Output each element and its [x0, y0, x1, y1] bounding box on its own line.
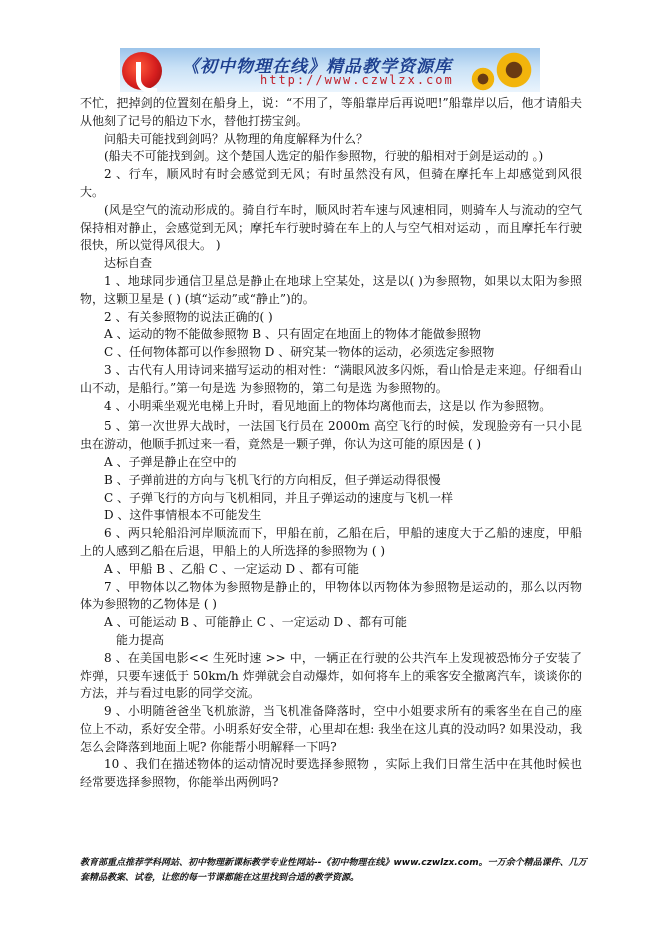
paragraph: 达标自查: [104, 256, 153, 271]
paragraph: (船夫不可能找到剑。这个楚国人选定的船作参照物，行驶的船相对于剑是运动的 。): [104, 149, 544, 164]
paragraph: 4 、小明乘坐观光电梯上升时，看见地面上的物体均离他而去，这是以 作为参照物。: [104, 398, 552, 413]
paragraph: 5 、第一次世界大战时，一法国飞行员在 2000m 高空飞行的时候，发现脸旁有一只小昆虫在游动，他顺手抓过来一看，竟然是一颗子弹，你认为这可能的原因是 ( ): [80, 419, 582, 452]
page-footer: 教育部重点推荐学科网站、初中物理新课标教学专业性网站--《初中物理在线》www.czwlzx.com。一万余个精品课件、几万套精品教案、试卷，让您的每一节课都能在这里找到合适的教学资源。: [80, 858, 587, 883]
paragraph: (风是空气的流动形成的。骑自行车时，顺风时若车速与风速相同，则骑车人与流动的空气保持相对静止，会感觉到无风；摩托车行驶时骑在车上的人与空气相对运动 ，而且摩托车行驶很快，所以觉得风很大。 ): [80, 202, 582, 253]
paragraph: A 、甲船 B 、乙船 C 、一定运动 D 、都有可能: [104, 561, 359, 576]
paragraph: 8 、在美国电影<< 生死时速 >> 中，一辆正在行驶的公共汽车上发现被恐怖分子安装了炸弹，只要车速低于 50km/h 炸弹就会自动爆炸，如何将车上的乘客安全撤离汽车，谈谈你的方法，并与看过电影的同学交流。: [80, 650, 582, 701]
paragraph: C 、任何物体都可以作参照物 D 、研究某一物体的运动，必须选定参照物: [104, 345, 495, 360]
paragraph: A 、可能运动 B 、可能静止 C 、一定运动 D 、都有可能: [104, 615, 407, 630]
banner-title: 《初中物理在线》精品教学资源库: [182, 57, 452, 77]
paragraph: 6 、两只轮船沿河岸顺流而下，甲船在前，乙船在后，甲船的速度大于乙船的速度，甲船上的人感到乙船在后退，甲船上的人所选择的参照物为 ( ): [80, 526, 582, 558]
paragraph: B 、子弹前进的方向与飞机飞行的方向相反，但子弹运动得很慢: [104, 472, 441, 487]
paragraph: A 、子弹是静止在空中的: [104, 454, 237, 469]
paragraph: 问船夫可能找到剑吗？从物理的角度解释为什么？: [104, 131, 369, 146]
paragraph: D 、这件事情根本不可能发生: [104, 508, 262, 523]
paragraph: 1 、地球同步通信卫星总是静止在地球上空某处，这是以( )为参照物，如果以太阳为参照物，这颗卫星是 ( ) (填“运动”或“静止”)的。: [80, 273, 582, 306]
logo-icon: [122, 52, 162, 90]
paragraph: 10 、我们在描述物体的运动情况时要选择参照物 ，实际上我们日常生活中在其他时候也经常要选择参照物，你能举出两例吗?: [80, 757, 582, 790]
document-body: [80, 95, 582, 792]
paragraph: C 、子弹飞行的方向与飞机相同，并且子弹运动的速度与飞机一样: [104, 490, 453, 505]
banner-url: http://www.czwlzx.com: [260, 73, 454, 87]
paragraph: 7 、甲物体以乙物体为参照物是静止的，甲物体以丙物体为参照物是运动的，那么以丙物体为参照物的乙物体是 ( ): [80, 579, 582, 612]
header-banner: [120, 48, 540, 92]
paragraph: 不忙，把掉剑的位置刻在船身上，说：“不用了，等船靠岸后再说吧!”船靠岸以后，他才请船夫从他刻了记号的船边下水，替他打捞宝剑。: [80, 96, 582, 128]
sunflower-icon: [494, 50, 534, 90]
sunflower-icon: [470, 66, 496, 92]
paragraph: 2 、有关参照物的说法正确的( ): [104, 309, 273, 324]
paragraph: 3 、古代有人用诗词来描写运动的相对性：“满眼风波多闪烁，看山恰是走来迎。仔细看山山不动，是船行。”第一句是选 为参照物的，第二句是选 为参照物的。: [80, 362, 582, 395]
paragraph: A 、运动的物不能做参照物 B 、只有固定在地面上的物体才能做参照物: [104, 327, 481, 342]
paragraph: 2 、行车，顺风时有时会感觉到无风；有时虽然没有风，但骑在摩托车上却感觉到风很大。: [80, 167, 582, 199]
paragraph: 能力提高: [116, 632, 165, 647]
paragraph: 9 、小明随爸爸坐飞机旅游，当飞机准备降落时，空中小姐要求所有的乘客坐在自己的座位上不动，系好安全带。小明系好安全带，心里却在想: 我坐在这儿真的没动吗? 如果没动，我怎么会降落到地面上呢? 你能帮小明解释一下吗?: [80, 704, 582, 754]
